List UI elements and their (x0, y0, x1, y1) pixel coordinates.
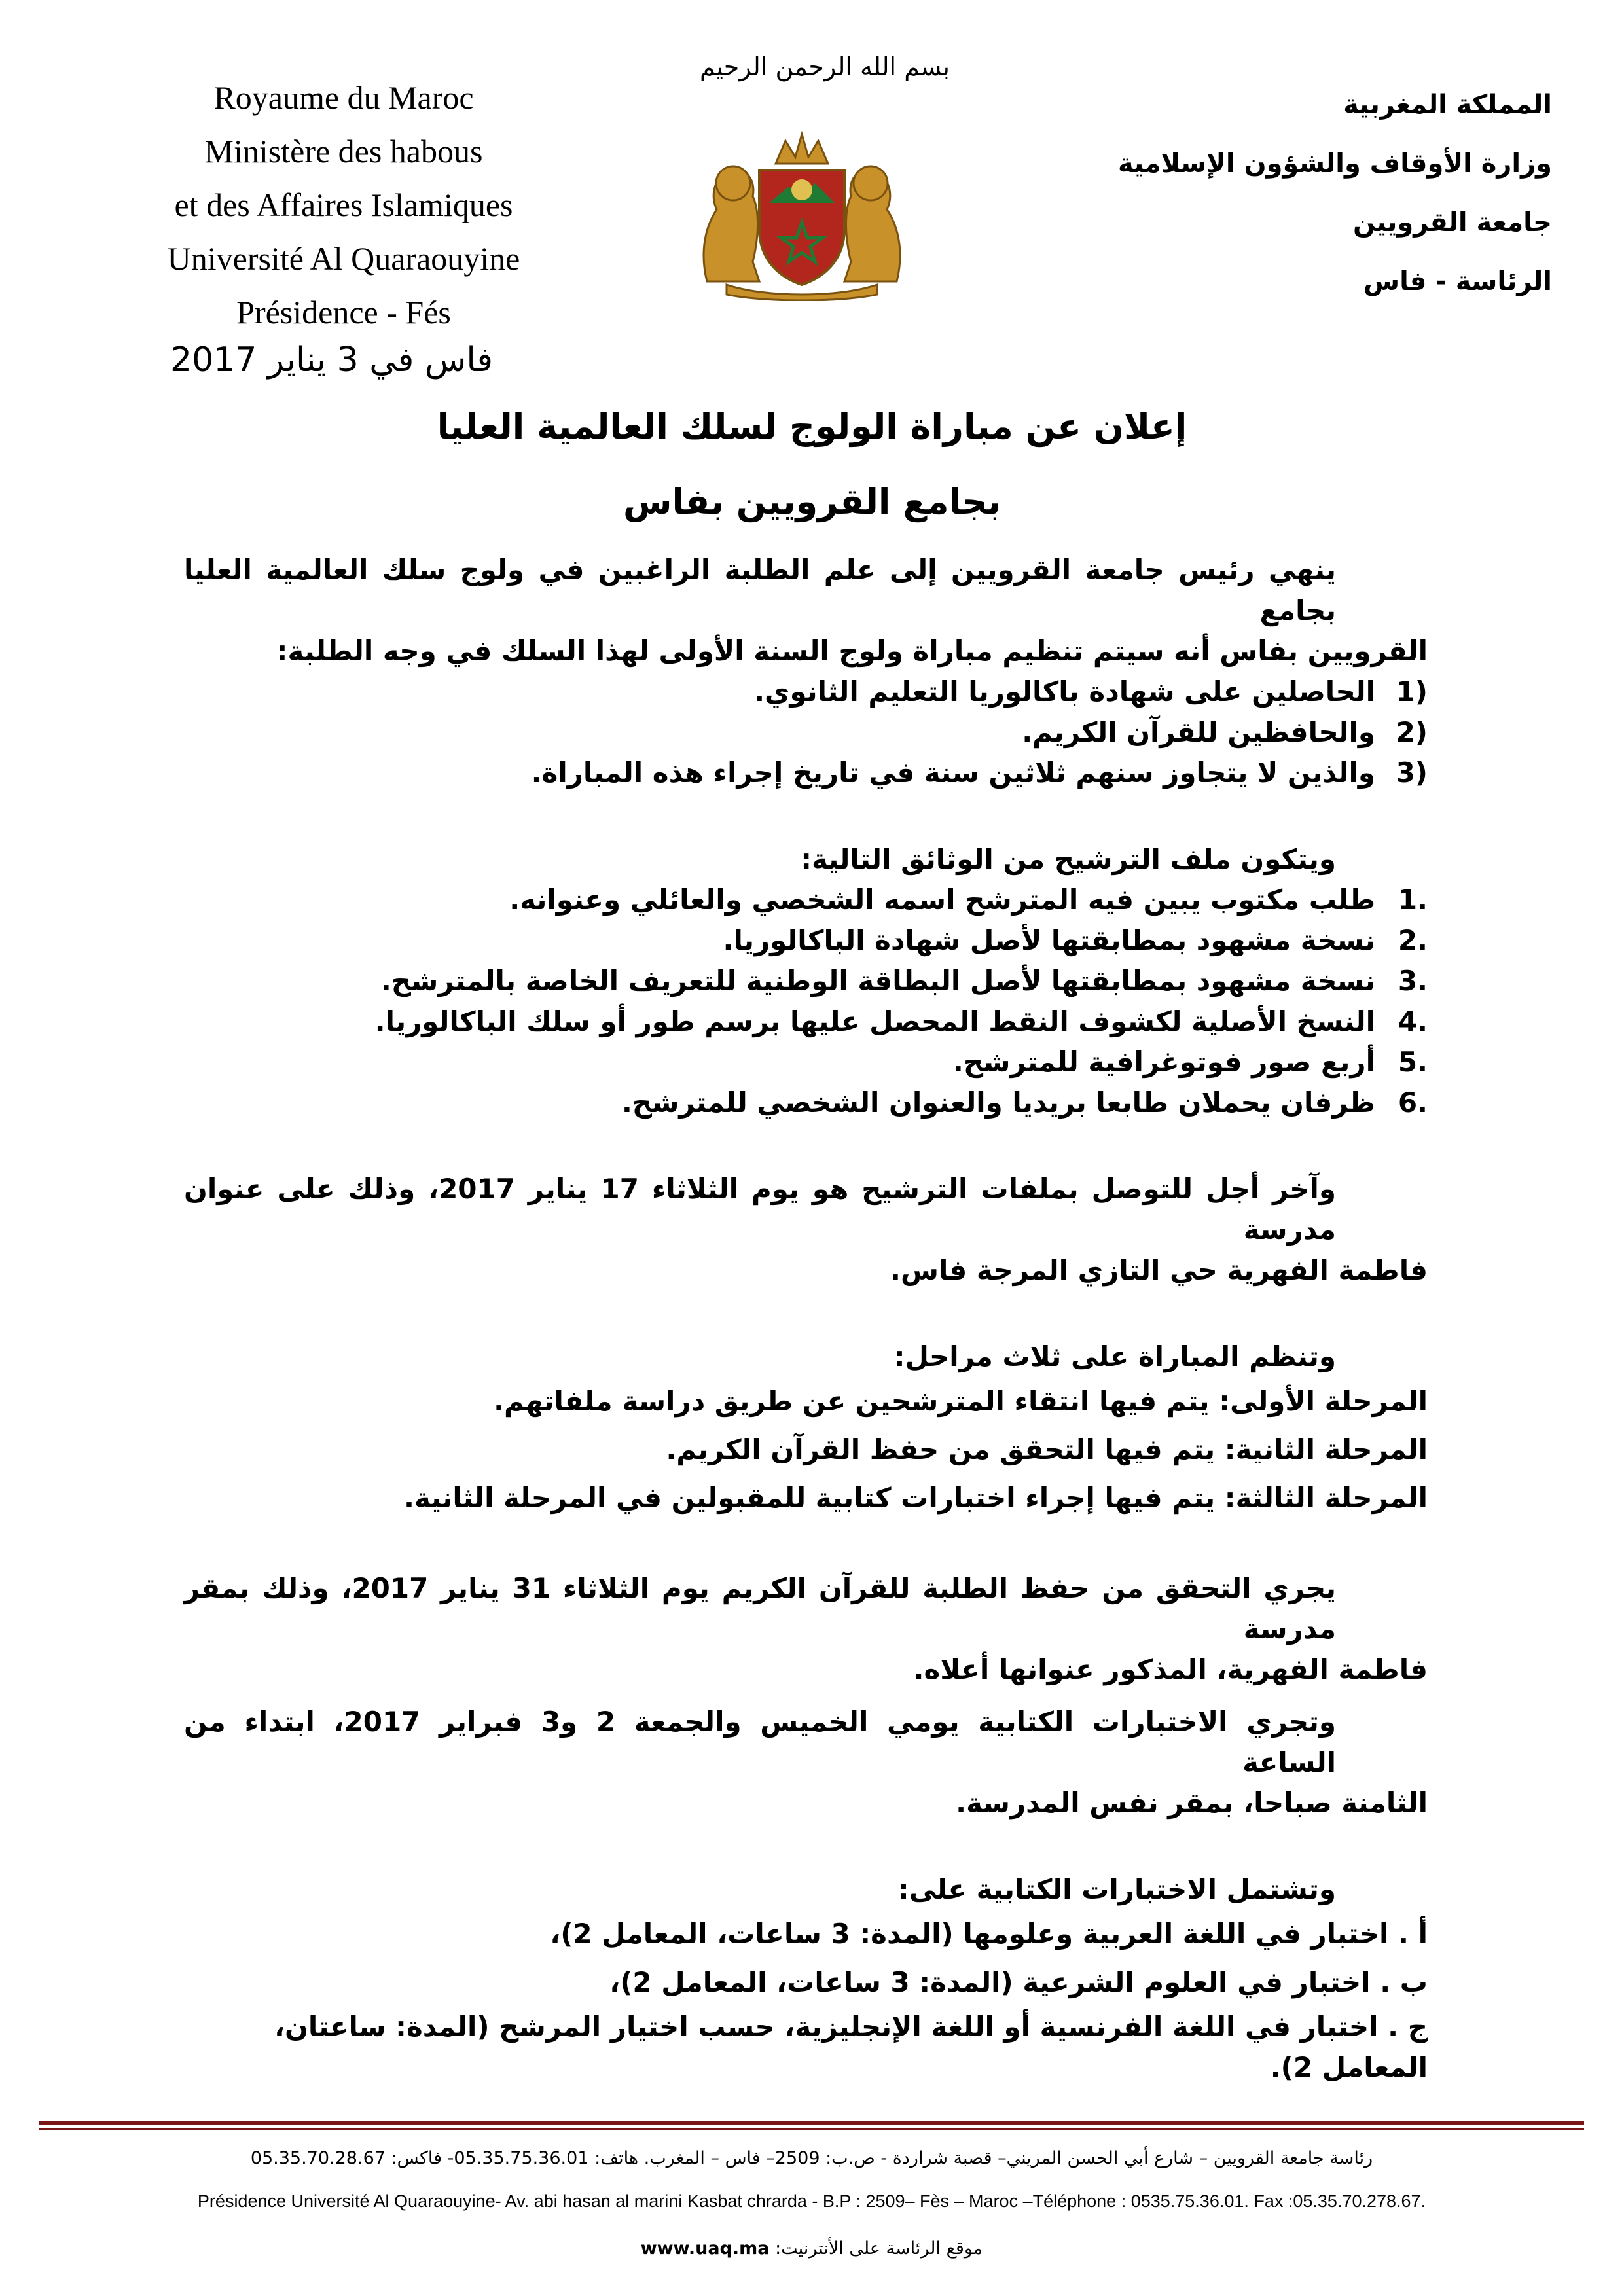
french-letterhead (105, 71, 583, 339)
list-item-text: ظرفان يحملان طابعا بريديا والعنوان الشخصي للمترشح. (621, 1086, 1375, 1119)
exam-c-line: ج . اختبار في اللغة الفرنسية أو اللغة الإنجليزية، حسب اختيار المرشح (المدة: ساعتان، (274, 2011, 1428, 2043)
list-item (184, 672, 1428, 712)
exams-heading: وتشتمل الاختبارات الكتابية على: (897, 1873, 1336, 1905)
list-item-text: طلب مكتوب يبين فيه المترشح اسمه الشخصي والعائلي وعنوانه. (509, 884, 1375, 916)
exam-item: ب . اختبار في العلوم الشرعية (المدة: 3 ساعات، المعامل 2)، (609, 1966, 1428, 1998)
quran-check-line: فاطمة الفهرية، المذكور عنوانها أعلاه. (913, 1653, 1428, 1685)
exam-item: أ . اختبار في اللغة العربية وعلومها (المدة: 3 ساعات، المعامل 2)، (550, 1918, 1428, 1950)
footer-address-french: Présidence Université Al Quaraouyine- Av. abi hasan al marini Kasbat chrarda - B.P : 2509– Fès – Maroc –Téléphone : 0535.75.36.01. Fax :05.35.70.278.67. (197, 2191, 1426, 2211)
list-item (184, 1042, 1428, 1083)
fr-ministry: Ministère des habous (204, 133, 483, 170)
footer-address-arabic: رئاسة جامعة القرويين – شارع أبي الحسن المريني– قصبة شراردة - ص.ب: 2509– فاس – المغرب. هاتف: 05.35.75.36.01- فاكس: 05.35.70.28.67 (250, 2148, 1373, 2168)
stage-item: المرحلة الثالثة: يتم فيها إجراء اختبارات كتابية للمقبولين في المرحلة الثانية. (404, 1482, 1428, 1514)
documents-list (184, 880, 1428, 1123)
written-exams-line: الثامنة صباحا، بمقر نفس المدرسة. (956, 1787, 1428, 1819)
list-item-text: النسخ الأصلية لكشوف النقط المحصل عليها برسم طور أو سلك الباكالوريا. (374, 1005, 1375, 1037)
list-item-text: نسخة مشهود بمطابقتها لأصل البطاقة الوطنية للتعريف الخاصة بالمترشح. (380, 965, 1375, 997)
written-exams-line: وتجري الاختبارات الكتابية يومي الخميس والجمعة 2 و3 فبراير 2017، ابتداء من الساعة (184, 1706, 1336, 1778)
list-number: 6. (1398, 1086, 1428, 1119)
list-number: 2. (1398, 924, 1428, 956)
ar-kingdom: المملكة المغربية (1343, 90, 1552, 120)
ar-ministry: وزارة الأوقاف والشؤون الإسلامية (1118, 149, 1552, 179)
list-item (184, 1083, 1428, 1123)
list-number: 3) (1396, 757, 1428, 789)
website-label: موقع الرئاسة على الأنترنيت: (775, 2238, 983, 2259)
list-item (184, 753, 1428, 793)
conditions-list (184, 672, 1428, 793)
list-number: 1) (1396, 675, 1428, 708)
list-item-text: والحافظين للقرآن الكريم. (1022, 716, 1375, 748)
exam-c-line: المعامل 2). (1270, 2051, 1428, 2083)
fr-kingdom: Royaume du Maroc (213, 79, 474, 116)
deadline-paragraph (184, 1169, 1428, 1291)
list-number: 2) (1396, 716, 1428, 748)
exam-item (184, 2007, 1428, 2088)
announcement-body (184, 550, 1428, 2088)
list-item-text: والذين لا يتجاوز سنهم ثلاثين سنة في تاريخ إجراء هذه المباراة. (531, 757, 1375, 789)
quran-check-paragraph (184, 1568, 1428, 1690)
stage-item: المرحلة الأولى: يتم فيها انتقاء المترشحين عن طريق دراسة ملفاتهم. (494, 1385, 1428, 1417)
moroccan-coat-of-arms-icon (681, 131, 923, 301)
stages-heading: وتنظم المباراة على ثلاث مراحل: (893, 1340, 1336, 1372)
ar-presidency: الرئاسة - فاس (1363, 266, 1552, 296)
list-item (184, 1001, 1428, 1042)
stage-item: المرحلة الثانية: يتم فيها التحقق من حفظ القرآن الكريم. (666, 1433, 1428, 1465)
document-date: فاس في 3 يناير 2017 (170, 340, 494, 380)
announcement-subtitle: بجامع القرويين بفاس (623, 481, 1001, 522)
fr-university: Université Al Quaraouyine (167, 240, 520, 277)
deadline-line: فاطمة الفهرية حي التازي المرجة فاس. (890, 1254, 1428, 1286)
list-number: 4. (1398, 1005, 1428, 1037)
list-item-text: نسخة مشهود بمطابقتها لأصل شهادة الباكالوريا. (723, 924, 1375, 956)
list-item-text: أربع صور فوتوغرافية للمترشح. (952, 1046, 1375, 1078)
footer-divider (39, 2128, 1584, 2130)
quran-check-line: يجري التحقق من حفظ الطلبة للقرآن الكريم يوم الثلاثاء 31 يناير 2017، وذلك بمقر مدرسة (184, 1572, 1336, 1645)
fr-presidency: Présidence - Fés (236, 294, 451, 331)
list-item (184, 920, 1428, 961)
intro-line: القرويين بفاس أنه سيتم تنظيم مباراة ولوج السنة الأولى لهذا السلك في وجه الطلبة: (276, 635, 1428, 667)
written-exams-paragraph (184, 1702, 1428, 1823)
intro-paragraph (184, 550, 1428, 672)
arabic-letterhead (1118, 75, 1552, 311)
basmala: بسم الله الرحمن الرحيم (700, 52, 950, 81)
list-item (184, 712, 1428, 753)
documents-heading: ويتكون ملف الترشيح من الوثائق التالية: (801, 843, 1336, 875)
list-number: 1. (1398, 884, 1428, 916)
announcement-title: إعلان عن مباراة الولوج لسلك العالمية العليا (437, 406, 1187, 447)
list-number: 3. (1398, 965, 1428, 997)
list-number: 5. (1398, 1046, 1428, 1078)
footer-divider (39, 2121, 1584, 2125)
list-item (184, 961, 1428, 1001)
footer-website (39, 2238, 1584, 2259)
deadline-line: وآخر أجل للتوصل بملفات الترشيح هو يوم الثلاثاء 17 يناير 2017، وذلك على عنوان مدرسة (184, 1173, 1336, 1246)
intro-line: ينهي رئيس جامعة القرويين إلى علم الطلبة الراغبين في ولوج سلك العالمية العليا بجامع (184, 554, 1336, 626)
list-item-text: الحاصلين على شهادة باكالوريا التعليم الثانوي. (754, 675, 1375, 708)
list-item (184, 880, 1428, 920)
website-link[interactable]: www.uaq.ma (640, 2238, 770, 2259)
ar-university: جامعة القرويين (1353, 207, 1552, 238)
fr-ministry-2: et des Affaires Islamiques (174, 187, 513, 223)
